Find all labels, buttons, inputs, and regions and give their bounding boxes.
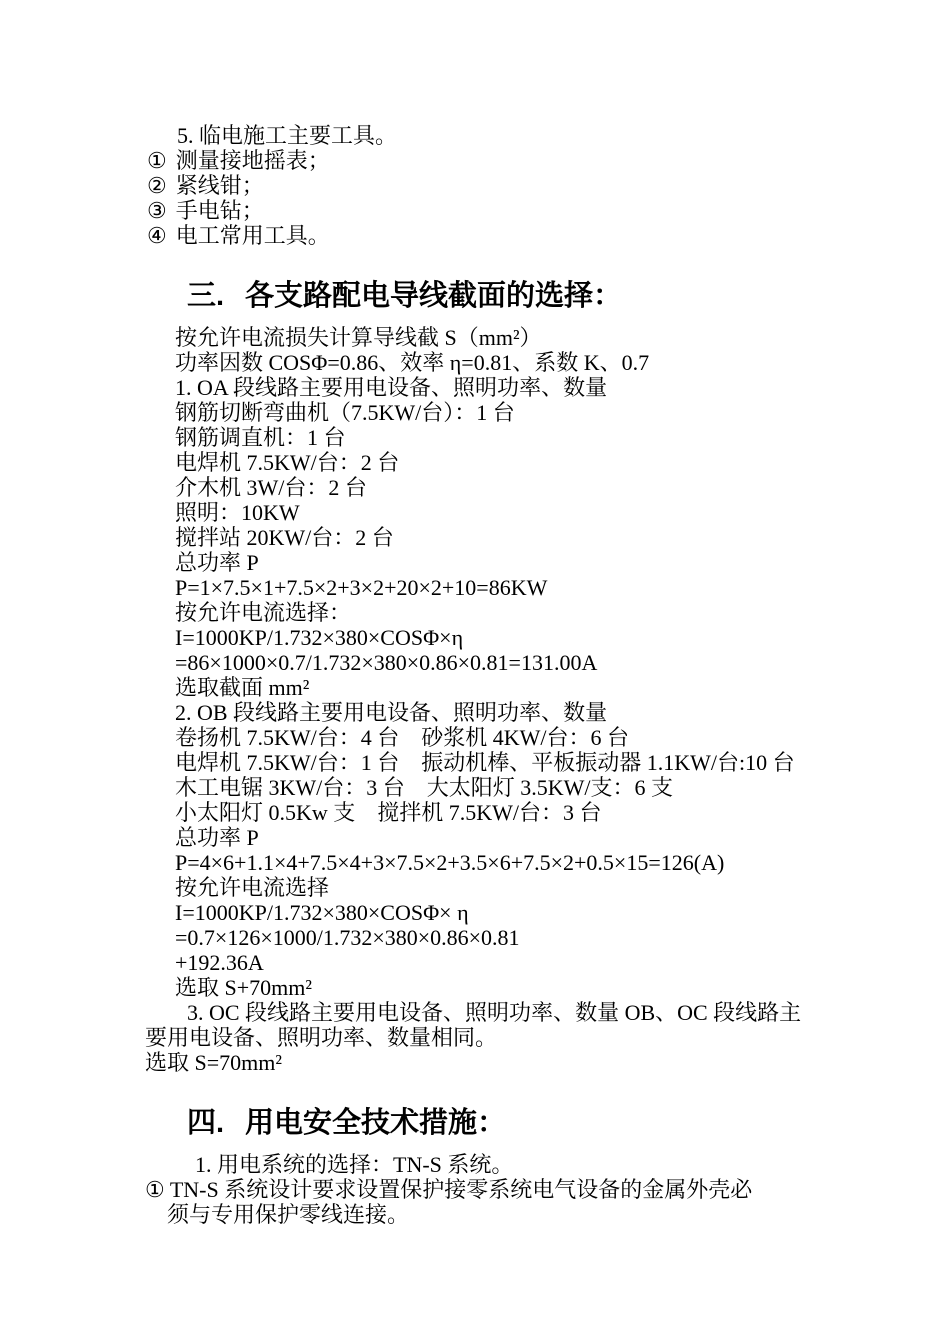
tools-list-item <box>145 148 875 173</box>
circled-number-marker: ② <box>147 173 167 198</box>
text-line: 功率因数 COSΦ=0.86、效率 η=0.81、系数 K、0.7 <box>175 350 650 375</box>
text-line: =0.7×126×1000/1.732×380×0.86×0.81 <box>175 925 520 950</box>
text-line: 钢筋切断弯曲机（7.5KW/台）：1 台 <box>175 400 515 425</box>
text-line: 3. OC 段线路主要用电设备、照明功率、数量 OB、OC 段线路主 <box>187 1000 802 1025</box>
tools-list-item <box>145 173 875 198</box>
wire-selection-body <box>145 325 875 1075</box>
section-number: 四. <box>187 1107 225 1139</box>
text-line: 要用电设备、照明功率、数量相同。 <box>145 1025 498 1050</box>
circled-number-marker: ③ <box>147 198 167 223</box>
text-line: 选取 S+70mm² <box>175 975 312 1000</box>
text-line: 总功率 P <box>175 550 259 575</box>
text-line: 卷扬机 7.5KW/台：4 台 砂浆机 4KW/台：6 台 <box>175 725 630 750</box>
section-heading-electric-safety <box>187 1107 875 1140</box>
text-line: 须与专用保护零线连接。 <box>167 1202 410 1227</box>
text-line: I=1000KP/1.732×380×COSΦ×η <box>175 625 464 650</box>
text-line: 2. OB 段线路主要用电设备、照明功率、数量 <box>175 700 608 725</box>
tools-list-item <box>145 223 875 248</box>
text-line: 选取 S=70mm² <box>145 1050 282 1075</box>
text-line: +192.36A <box>175 950 264 975</box>
text-line: 1. OA 段线路主要用电设备、照明功率、数量 <box>175 375 608 400</box>
text-line: 小太阳灯 0.5Kw 支 搅拌机 7.5KW/台：3 台 <box>175 800 602 825</box>
text-line: 1. 用电系统的选择：TN-S 系统。 <box>195 1152 514 1177</box>
section-heading-wire-selection <box>187 280 875 313</box>
circled-number-marker: ① <box>147 148 167 173</box>
text-line: 介木机 3W/台：2 台 <box>175 475 367 500</box>
tools-list-item <box>145 198 875 223</box>
section-title: 各支路配电导线截面的选择： <box>245 280 623 312</box>
text-line: 钢筋调直机：1 台 <box>175 425 346 450</box>
text-line: 按允许电流选择： <box>175 600 352 625</box>
tools-intro-line: 5. 临电施工主要工具。 <box>177 123 398 148</box>
text-line: 搅拌站 20KW/台：2 台 <box>175 525 394 550</box>
text-line: I=1000KP/1.732×380×COSΦ× η <box>175 900 469 925</box>
section-title: 用电安全技术措施： <box>245 1107 507 1139</box>
tools-list-item-text: 电工常用工具。 <box>175 223 330 248</box>
text-line: ① TN-S 系统设计要求设置保护接零系统电气设备的金属外壳必 <box>145 1177 753 1202</box>
text-line: 电焊机 7.5KW/台：1 台 振动机棒、平板振动器 1.1KW/台:10 台 <box>175 750 795 775</box>
circled-number-marker: ④ <box>147 223 167 248</box>
tools-list-item-text: 测量接地摇表； <box>175 148 330 173</box>
text-line: 选取截面 mm² <box>175 675 310 700</box>
text-line: 按允许电流损失计算导线截 S（mm²） <box>175 325 542 350</box>
text-line: =86×1000×0.7/1.732×380×0.86×0.81=131.00A <box>175 650 598 675</box>
text-line: 照明：10KW <box>175 500 300 525</box>
text-line: 总功率 P <box>175 825 259 850</box>
tools-list <box>145 148 875 248</box>
text-line: P=4×6+1.1×4+7.5×4+3×7.5×2+3.5×6+7.5×2+0.5×15=126(A) <box>175 850 725 875</box>
section-number: 三. <box>187 280 225 312</box>
text-line: P=1×7.5×1+7.5×2+3×2+20×2+10=86KW <box>175 575 548 600</box>
electric-safety-body <box>145 1152 875 1227</box>
tools-list-item-text: 紧线钳； <box>175 173 264 198</box>
text-line: 电焊机 7.5KW/台：2 台 <box>175 450 400 475</box>
text-line: 按允许电流选择 <box>175 875 330 900</box>
document-content <box>145 123 875 1227</box>
text-line: 木工电锯 3KW/台：3 台 大太阳灯 3.5KW/支：6 支 <box>175 775 674 800</box>
tools-list-item-text: 手电钻； <box>175 198 264 223</box>
